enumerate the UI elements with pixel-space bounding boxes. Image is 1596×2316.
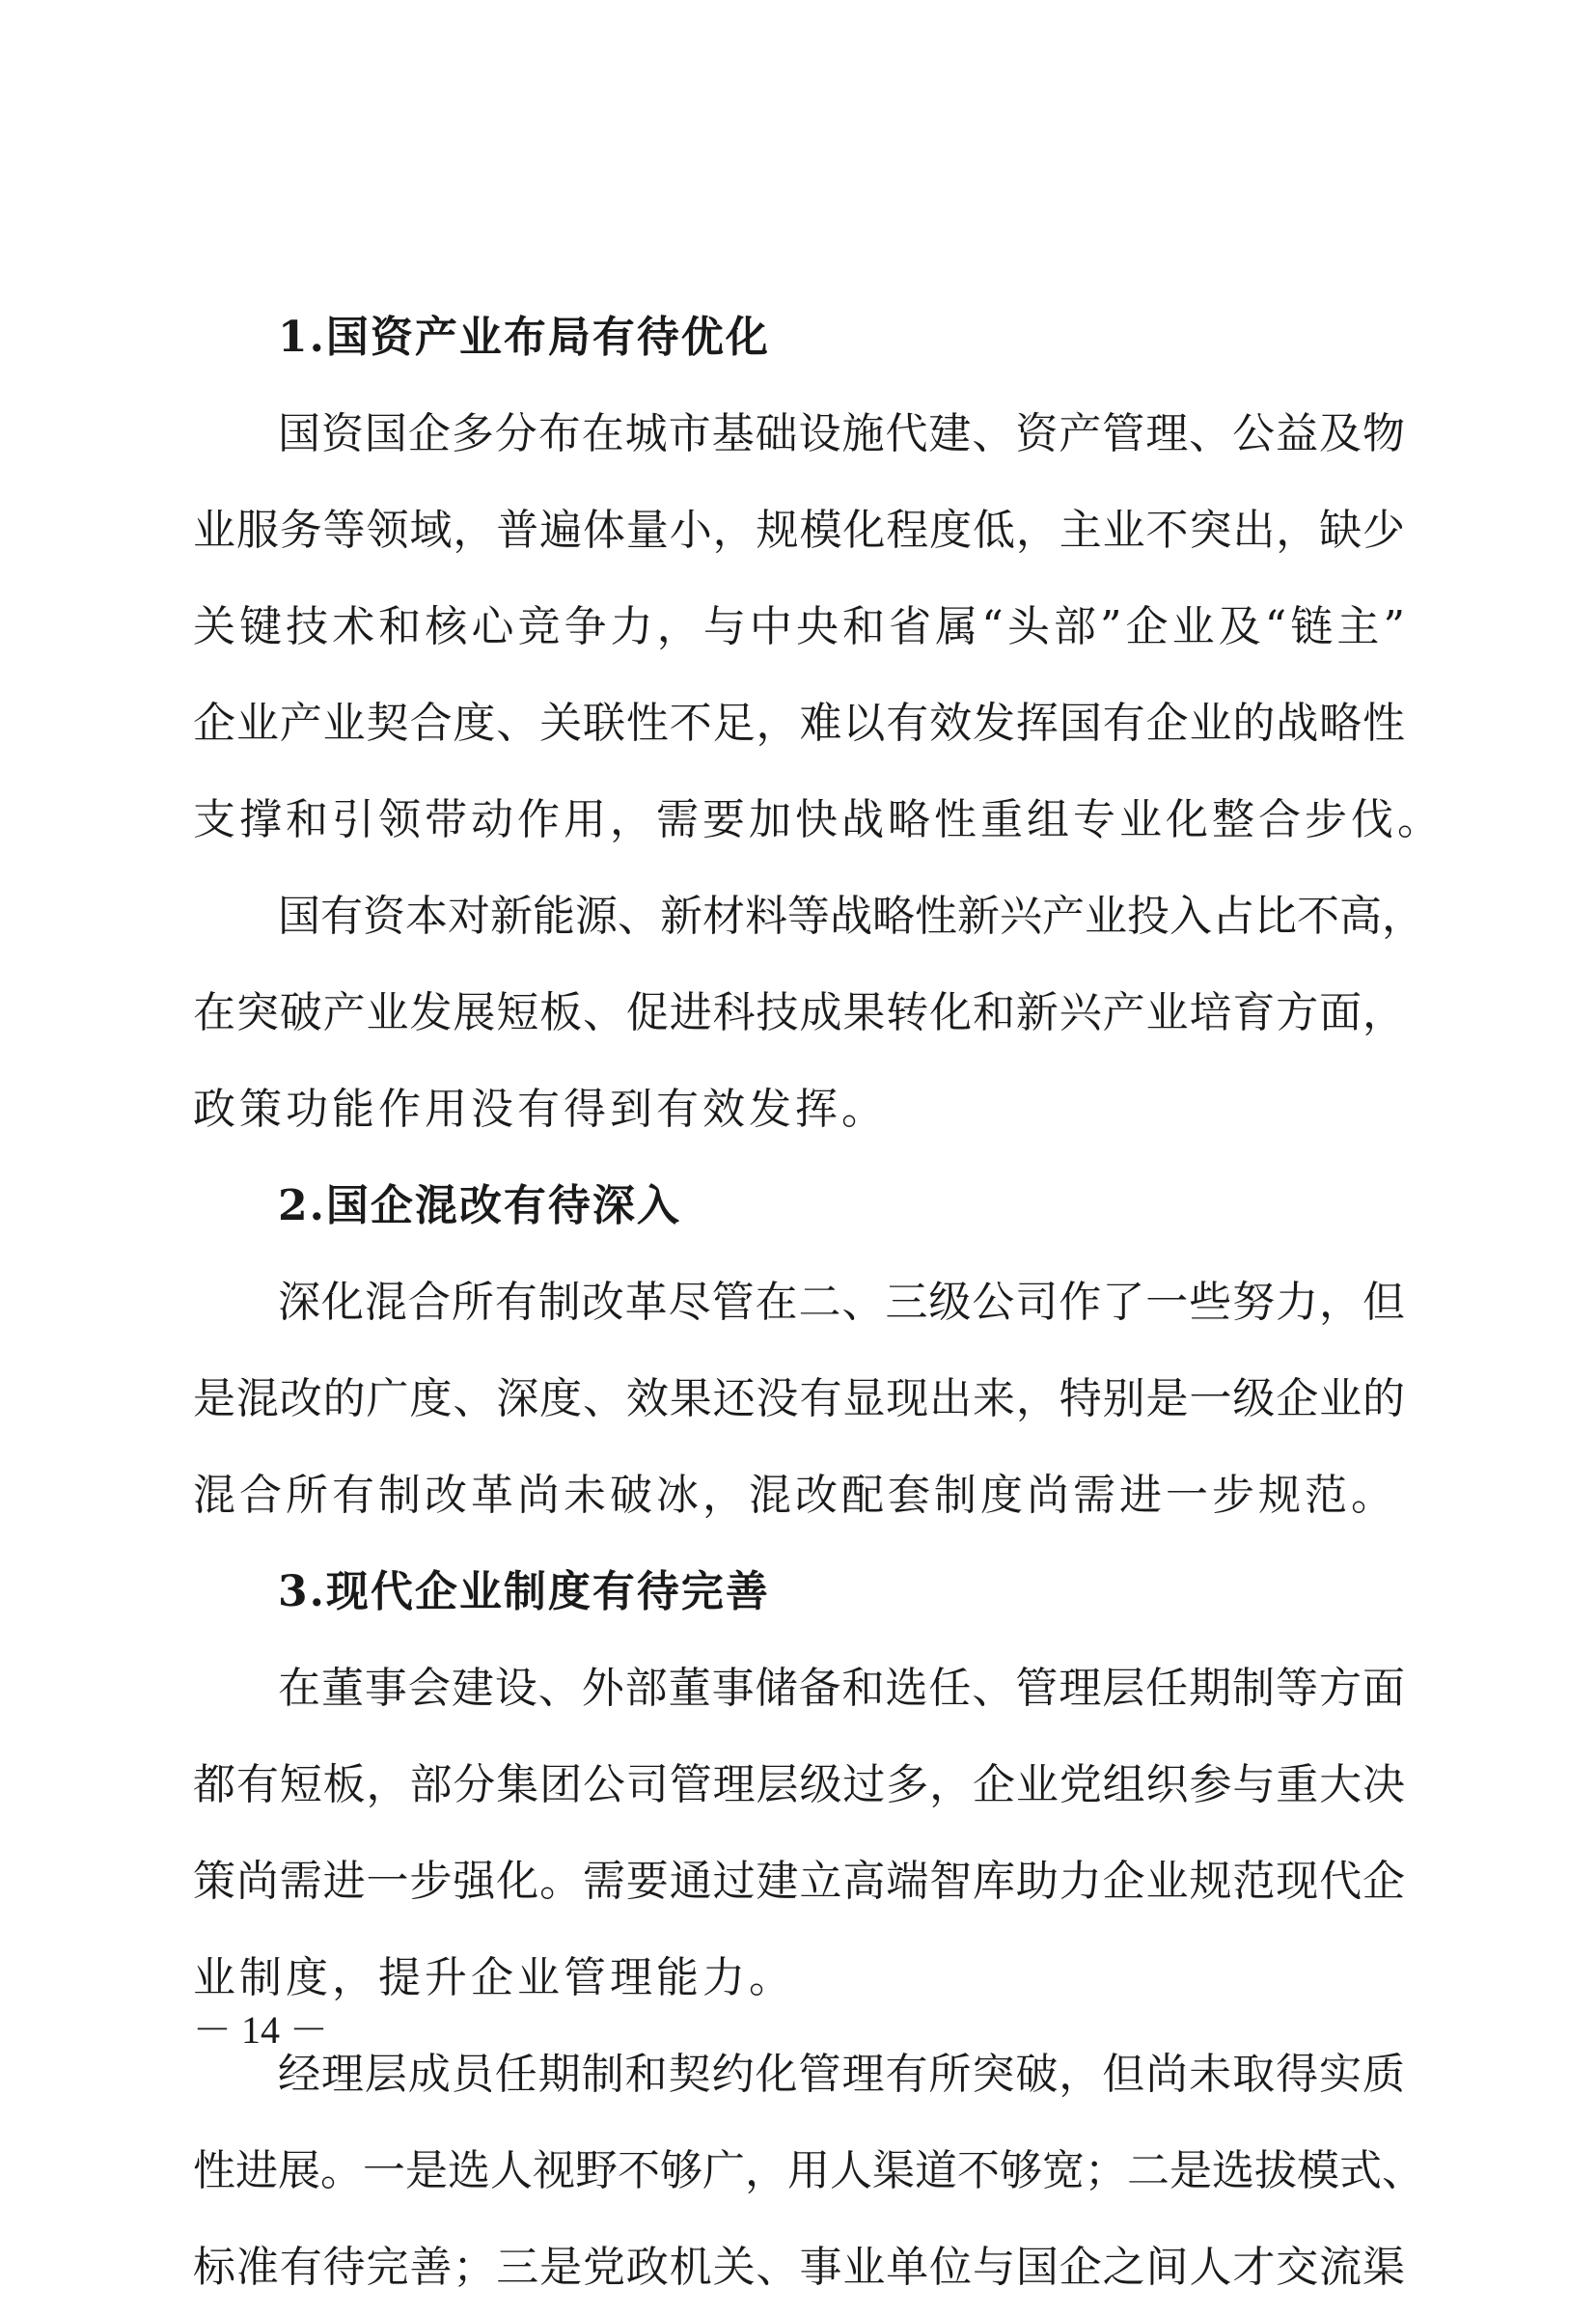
document-body (193, 290, 1444, 2316)
text-line: 性进展。一是选人视野不够广，用人渠道不够宽；二是选拔模式、 (193, 2146, 1424, 2195)
text-line: 业制度，提升企业管理能力。 (193, 1953, 795, 2002)
paragraph (193, 1254, 1405, 1544)
text-line: 政策功能作用没有得到有效发挥。 (193, 1085, 888, 1134)
text-line: 混合所有制改革尚未破冰，混改配套制度尚需进一步规范。 (193, 1471, 1397, 1520)
paragraph (193, 868, 1424, 1158)
section-heading: 2.国企混改有待深入 (278, 1181, 681, 1230)
text-line: 都有短板，部分集团公司管理层级过多，企业党组织参与重大决 (193, 1760, 1405, 1809)
text-line: 国资国企多分布在城市基础设施代建、资产管理、公益及物 (278, 409, 1405, 458)
text-line: 业服务等领域，普遍体量小，规模化程度低，主业不突出，缺少 (193, 506, 1405, 555)
text-line: 在董事会建设、外部董事储备和选任、管理层任期制等方面 (278, 1664, 1405, 1713)
text-line: 标准有待完善；三是党政机关、事业单位与国企之间人才交流渠 (193, 2243, 1405, 2292)
page-number: － 14 － (193, 2008, 328, 2052)
section-heading: 1.国资产业布局有待优化 (278, 313, 770, 362)
text-line: 支撑和引领带动作用，需要加快战略性重组专业化整合步伐。 (193, 795, 1444, 844)
text-line: 是混改的广度、深度、效果还没有显现出来，特别是一级企业的 (193, 1374, 1405, 1423)
paragraph (193, 2026, 1424, 2316)
text-line: 国有资本对新能源、新材料等战略性新兴产业投入占比不高， (278, 892, 1424, 941)
paragraph (193, 1640, 1405, 2026)
paragraph (193, 386, 1444, 868)
text-line: 策尚需进一步强化。需要通过建立高端智库助力企业规范现代企 (193, 1857, 1405, 1906)
text-line: 深化混合所有制改革尽管在二、三级公司作了一些努力，但 (278, 1278, 1405, 1327)
section-heading: 3.现代企业制度有待完善 (278, 1567, 770, 1616)
text-line: 企业产业契合度、关联性不足，难以有效发挥国有企业的战略性 (193, 699, 1405, 748)
text-line: 经理层成员任期制和契约化管理有所突破，但尚未取得实质 (278, 2050, 1405, 2099)
text-line: 在突破产业发展短板、促进科技成果转化和新兴产业培育方面， (193, 988, 1405, 1037)
text-line: 关键技术和核心竞争力，与中央和省属“头部”企业及“链主” (193, 602, 1405, 651)
